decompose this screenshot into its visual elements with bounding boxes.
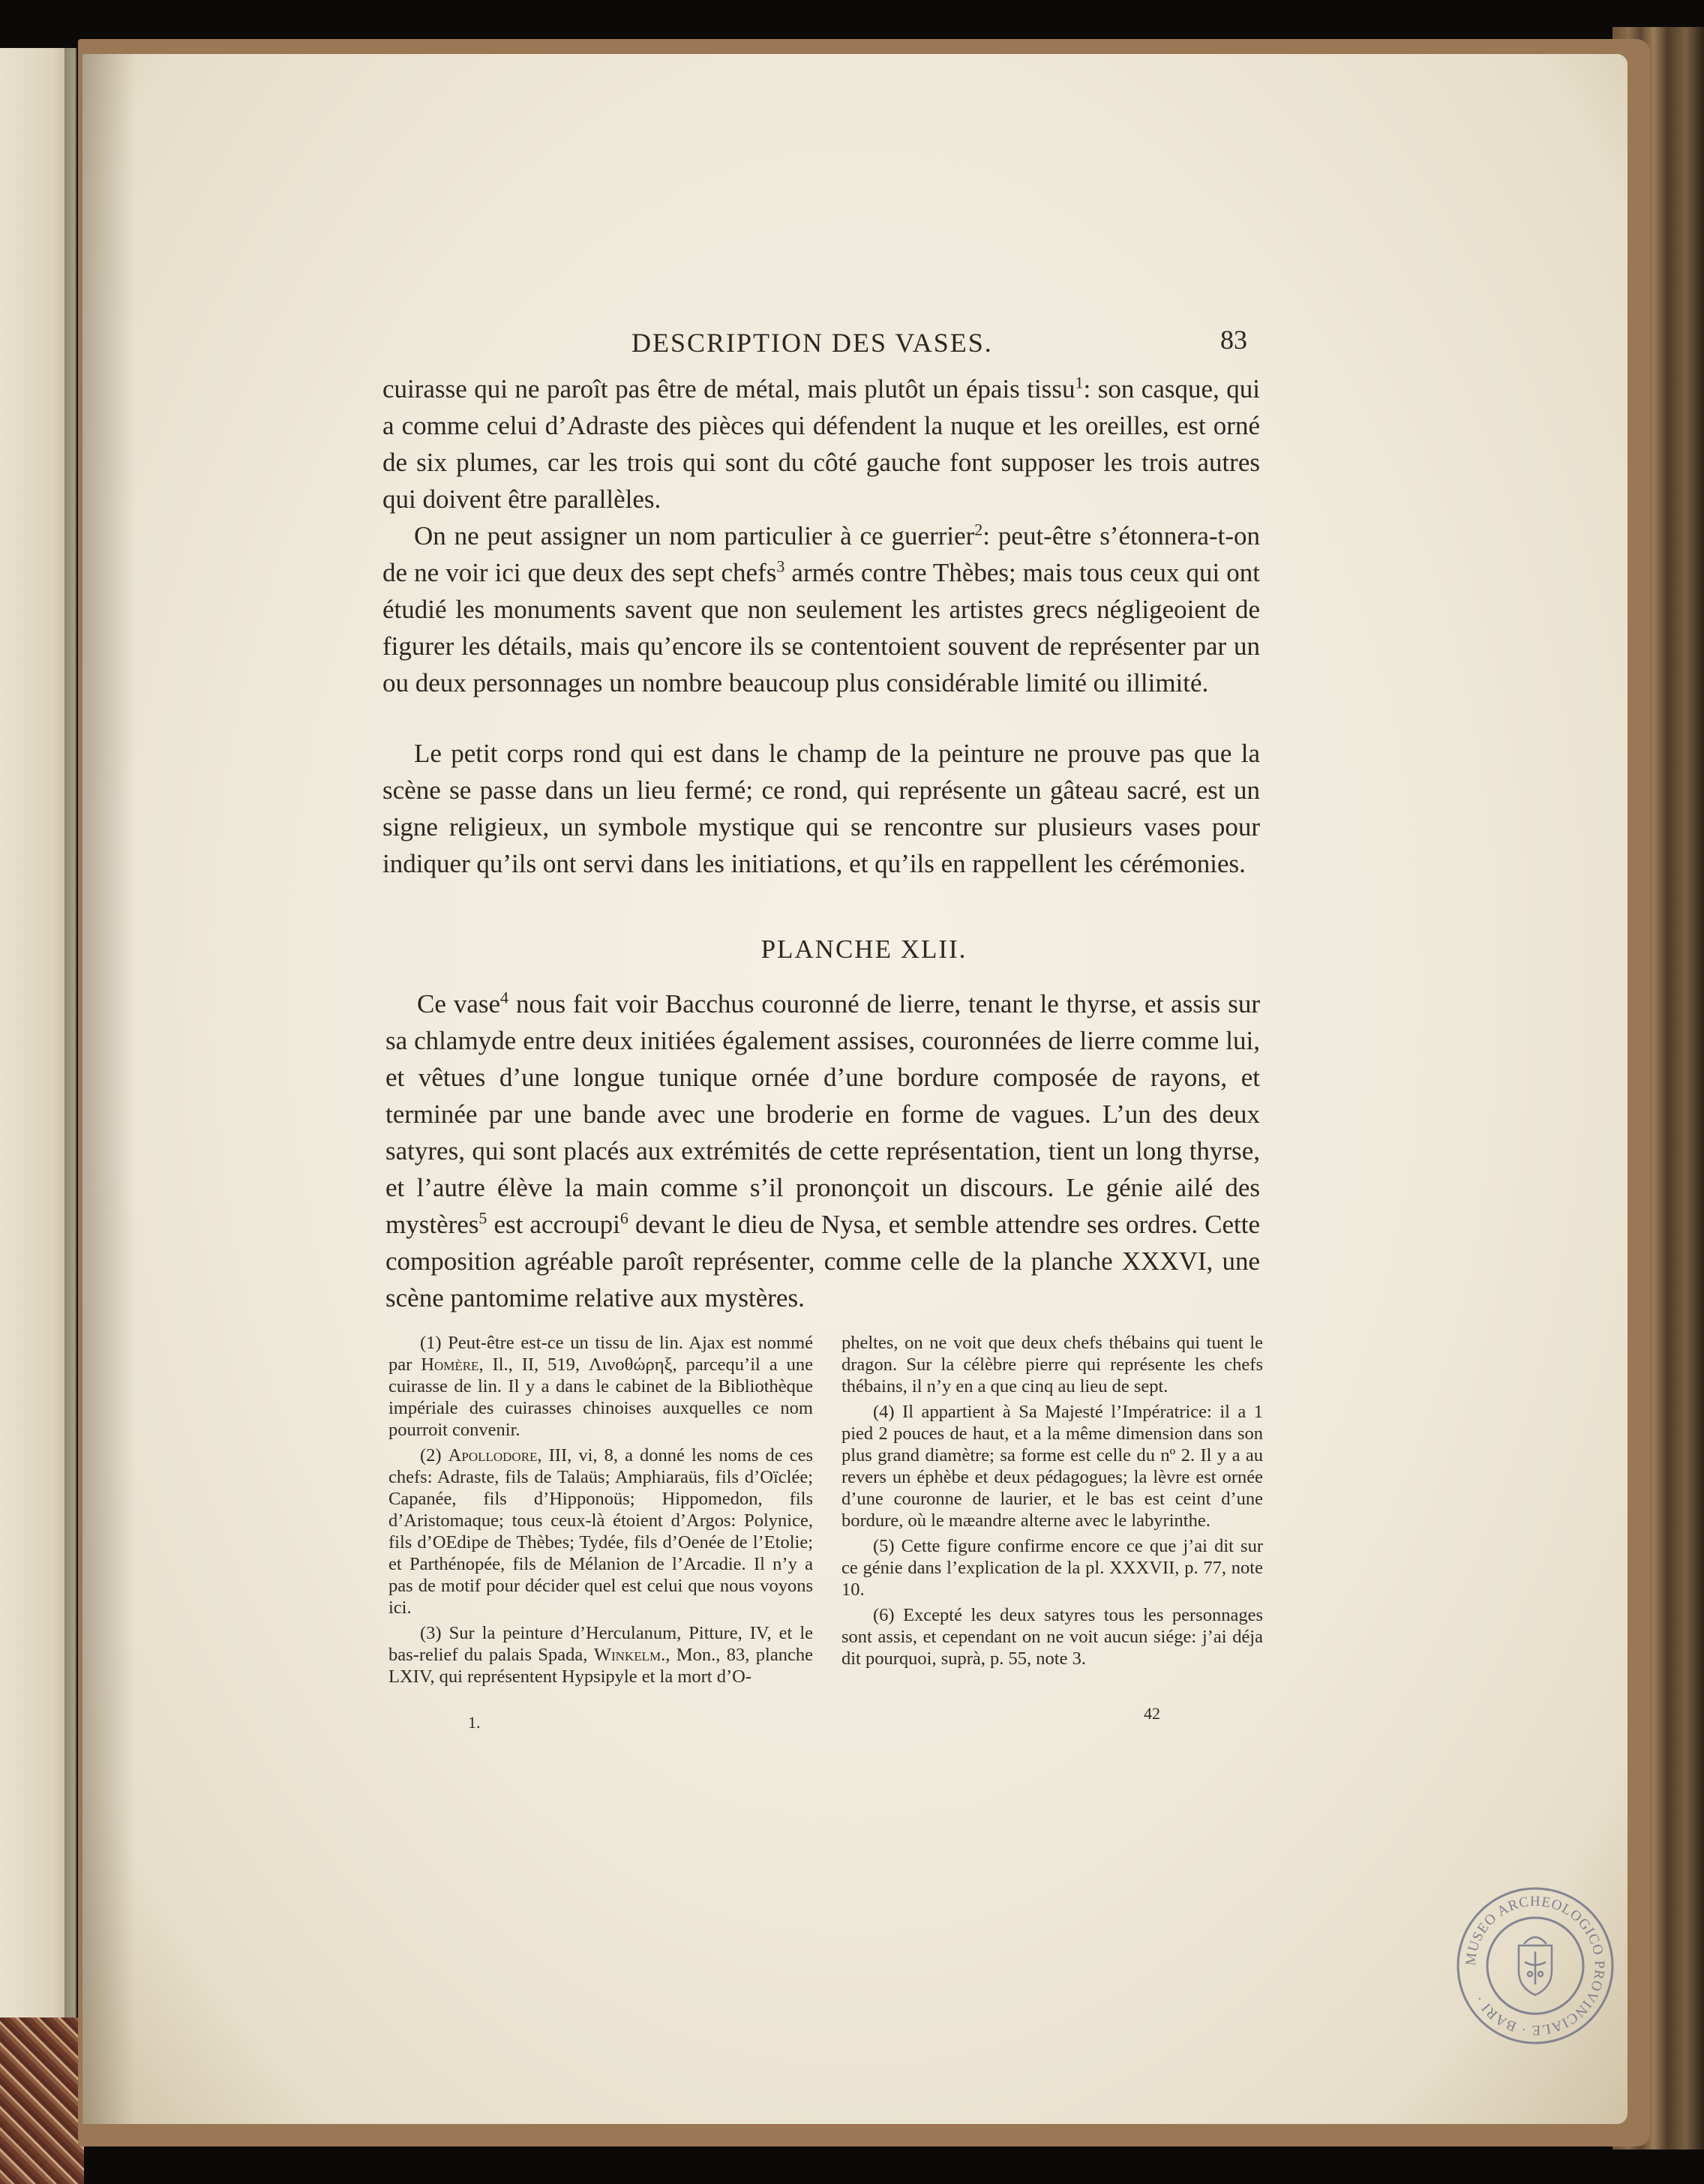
running-title: DESCRIPTION DES VASES. bbox=[632, 328, 993, 358]
coat-of-arms-icon bbox=[1519, 1937, 1552, 1995]
text-run: : peut-être s’étonnera-t-on de ne voir ici que deux des sept chefs bbox=[382, 521, 1260, 587]
text-run: Le petit corps rond qui est dans le champ de la peinture ne prouve pas que la scène se passe dans un lieu fermé; ce rond, qui représente un gâteau sacré, est un signe religieux, un symbole mystique qui se rencontre sur plusieurs vases pour indiquer qu’ils ont servi dans les initiations, et qu’ils en rappellent les cérémonies. bbox=[382, 739, 1260, 878]
footnote-continued: pheltes, on ne voit que deux chefs thébains qui tuent le dragon. Sur la célèbre pierre qui représente les chefs thébains, il n’y en a que cinq au lieu de sept. bbox=[842, 1333, 1263, 1396]
footnote: (2) Apollodore, III, vi, 8, a donné les noms de ces chefs: Adraste, fils de Talaüs; Amphiaraüs, fils d’Oïclée; Capanée, fils d’Hipponoüs; Hippomedon, fils d’Aristomaque; tous ceux-là étoient d’Argos: Polynice, fils d’OEdipe de Thèbes; Tydée, fils d’Oenée de l’Etolie; et Parthénopée, fils de Mélanion de l’Arcadie. Il n’y a pas de motif pour décider quel est celui que nous voyons ici. bbox=[388, 1445, 813, 1618]
paragraph-2 bbox=[382, 518, 1260, 701]
text-run: : son casque, qui a comme celui d’Adraste des pièces qui défendent la nuque et les oreilles, est orné de six plumes, car les trois qui sont du côté gauche font supposer les trois autres qui doivent être parallèles. bbox=[382, 374, 1260, 514]
page-number: 83 bbox=[1220, 325, 1247, 355]
text-run: Ce vase bbox=[417, 989, 501, 1018]
text-run: armés contre Thèbes; mais tous ceux qui ont étudié les monuments savent que non seulement les artistes grecs négligeoient de figurer les détails, mais qu’encore ils se contentoient souvent de représenter par un ou deux personnages un nombre beaucoup plus considérable limité ou illimité. bbox=[382, 558, 1260, 698]
section-heading bbox=[0, 934, 1704, 964]
footnote-ref: 2 bbox=[974, 520, 983, 539]
signature-mark: 42 bbox=[1144, 1704, 1160, 1723]
text-run: cuirasse qui ne paroît pas être de métal, mais plutôt un épais tissu bbox=[382, 374, 1076, 404]
footnote: (3) Sur la peinture d’Herculanum, Pitture, IV, et le bas-relief du palais Spada, Winkelm., Mon., 83, planche LXIV, qui représentent Hypsipyle et la mort d’O- bbox=[388, 1623, 813, 1687]
museum-stamp bbox=[1455, 1886, 1616, 2046]
paragraph-3 bbox=[382, 735, 1260, 882]
footnotes-right-column bbox=[842, 1332, 1263, 1673]
stamp-text: MUSEO ARCHEOLOGICO PROVINCIALE · BARI · bbox=[1462, 1893, 1608, 2038]
text-run: nous fait voir Bacchus couronné de lierre, tenant le thyrse, et assis sur sa chlamyde entre deux initiées également assises, couronnées de lierre comme lui, et vêtues d’une longue tunique ornée d’une bordure composée de rayons, et terminée par une bande avec une broderie en forme de vagues. L’un des deux satyres, qui sont placés aux extrémités de cette représentation, tient un long thyrse, et l’autre élève la main comme s’il prononçoit un discours. Le génie ailé des mystères bbox=[386, 989, 1260, 1239]
footnote-ref: 4 bbox=[500, 988, 509, 1007]
section-heading-text: PLANCHE XLII. bbox=[760, 934, 968, 964]
footnote-ref: 3 bbox=[776, 556, 785, 576]
footnote: (4) Il appartient à Sa Majesté l’Impératrice: il a 1 pied 2 pouces de haut, et a la même dimension dans son plus grand diamètre; sa forme est celle du nº 2. Il y a au revers un éphèbe et deux pédagogues; la lèvre est ornée d’une couronne de laurier, et le bas est ceint d’une bordure, où le mæandre alterne avec le labyrinthe. bbox=[842, 1402, 1263, 1531]
section-paragraph bbox=[386, 986, 1260, 1316]
text-run: est accroupi bbox=[487, 1210, 620, 1239]
footnote-ref: 1 bbox=[1075, 373, 1084, 392]
footnotes-left-column bbox=[388, 1332, 813, 1691]
footer-mark-left: 1. bbox=[468, 1713, 481, 1732]
footnote: (1) Peut-être est-ce un tissu de lin. Ajax est nommé par Homère, Il., II, 519, Λινοθώρηξ, parcequ’il a une cuirasse de lin. Il y a dans le cabinet de la Bibliothèque impériale des cuirasses chinoises auxquelles ce nom pourroit convenir. bbox=[388, 1333, 813, 1440]
footnote-ref: 6 bbox=[620, 1208, 628, 1228]
text-run: On ne peut assigner un nom particulier à ce guerrier bbox=[414, 521, 975, 550]
running-head bbox=[0, 327, 1704, 372]
footnote: (6) Excepté les deux satyres tous les personnages sont assis, et cependant on ne voit aucun siége: j’ai déja dit pourquoi, suprà, p. 55, note 3. bbox=[842, 1605, 1263, 1669]
footnote-ref: 5 bbox=[478, 1208, 488, 1228]
binding-cloth bbox=[0, 2018, 84, 2184]
footnote: (5) Cette figure confirme encore ce que j’ai dit sur ce génie dans l’explication de la pl. XXXVII, p. 77, note 10. bbox=[842, 1536, 1263, 1600]
text-run: devant le dieu de Nysa, et semble attendre ses ordres. Cette composition agréable paroît représenter, comme celle de la planche XXXVI, une scène pantomime relative aux mystères. bbox=[386, 1210, 1260, 1312]
paragraph-1 bbox=[382, 370, 1260, 518]
